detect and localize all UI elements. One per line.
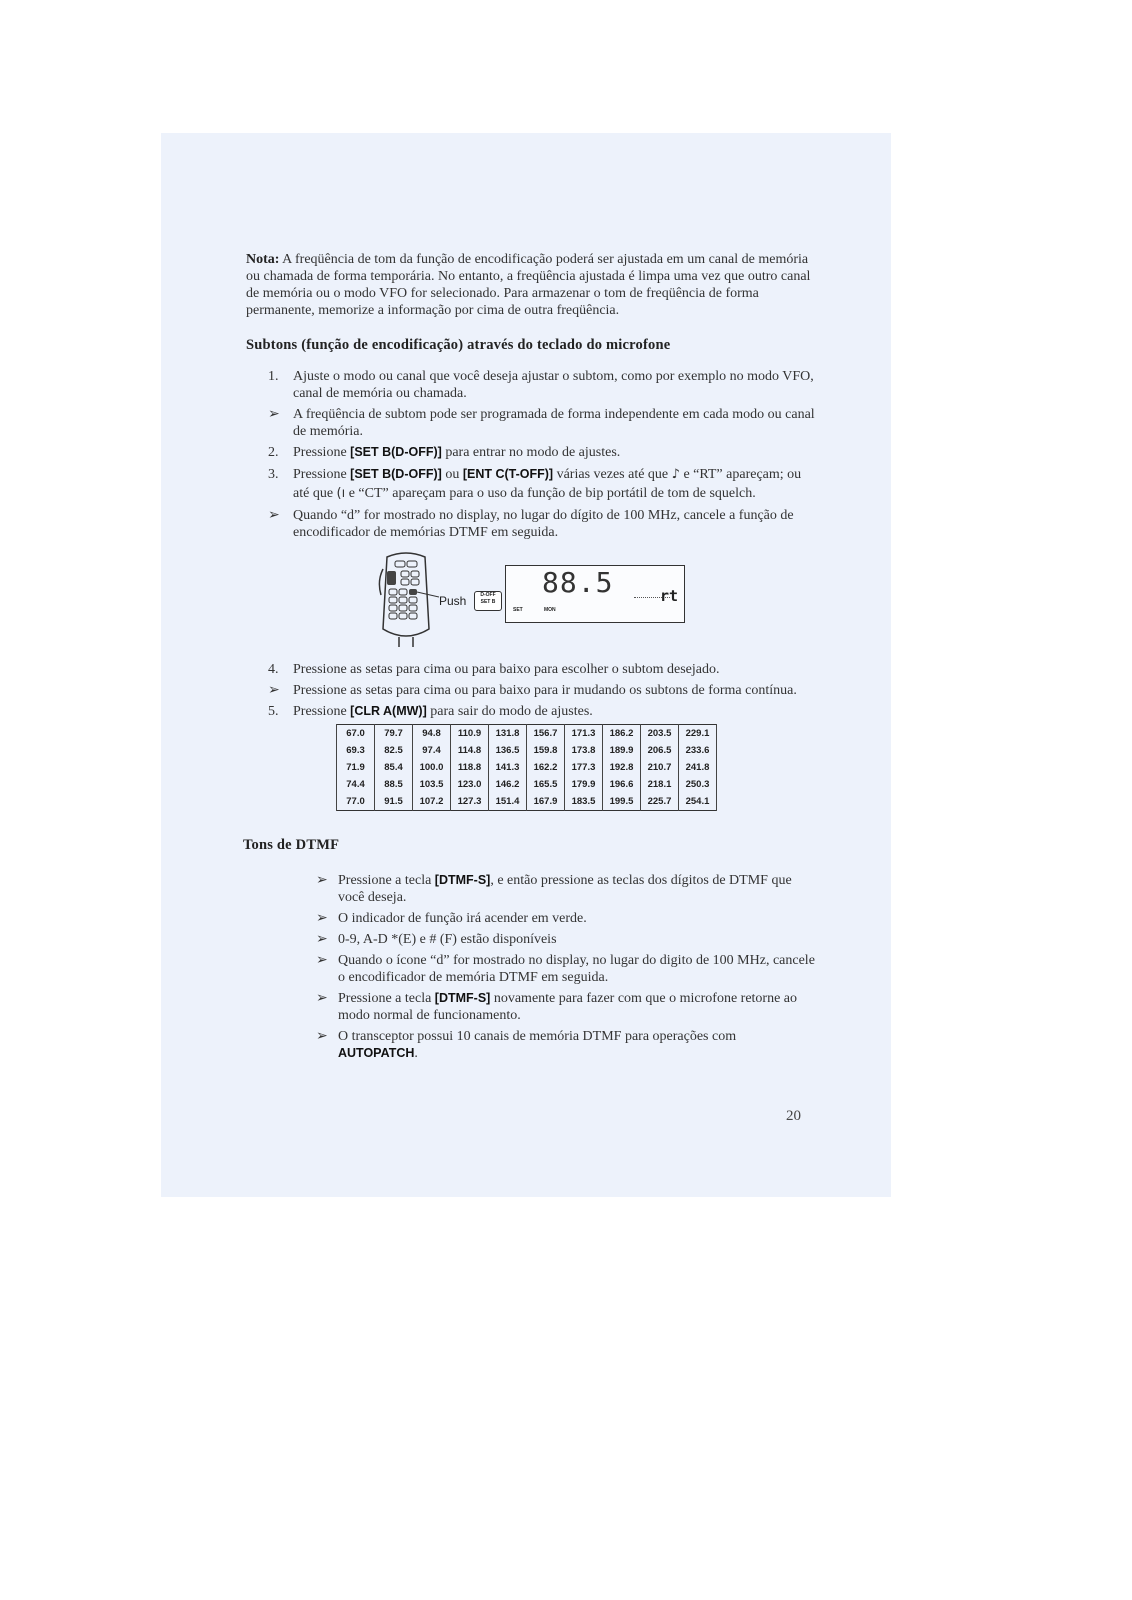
lcd-mon-label: MON — [544, 607, 556, 613]
table-cell: 85.4 — [375, 759, 413, 776]
table-cell: 250.3 — [679, 776, 717, 793]
dtmf-list — [246, 872, 816, 1062]
page-number: 20 — [786, 1108, 801, 1124]
key-label: [DTMF-S] — [434, 991, 491, 1005]
key-label: AUTOPATCH — [338, 1046, 415, 1060]
table-cell: 159.8 — [527, 742, 565, 759]
section-title-dtmf: Tons de DTMF — [243, 837, 340, 853]
lcd-digits: 88.5 — [542, 566, 614, 599]
push-label: Push — [439, 594, 467, 608]
bullet-arrow-icon: ➢ — [268, 508, 280, 523]
list-item-text: várias vezes até que — [556, 467, 669, 482]
bullet-arrow-icon: ➢ — [316, 911, 328, 926]
table-cell: 136.5 — [489, 742, 527, 759]
key-bottom-label: SET B — [480, 599, 496, 605]
list-item — [246, 406, 816, 440]
list-item — [246, 990, 816, 1024]
list-item-text: para entrar no modo de ajustes. — [445, 445, 621, 460]
table-cell: 141.3 — [489, 759, 527, 776]
table-cell: 233.6 — [679, 742, 717, 759]
table-cell: 206.5 — [641, 742, 679, 759]
table-row — [337, 776, 717, 793]
page-content — [243, 251, 816, 1066]
table-cell: 225.7 — [641, 793, 679, 811]
table-cell: 88.5 — [375, 776, 413, 793]
table-cell: 151.4 — [489, 793, 527, 811]
bullet-arrow-icon: ➢ — [316, 932, 328, 947]
table-cell: 114.8 — [451, 742, 489, 759]
table-cell: 192.8 — [603, 759, 641, 776]
list-item — [246, 910, 816, 927]
table-body — [337, 725, 717, 811]
lcd-rt-indicator: rt — [659, 587, 678, 605]
bullet-arrow-icon: ➢ — [316, 953, 328, 968]
list-marker: 5. — [268, 704, 279, 719]
table-cell: 74.4 — [337, 776, 375, 793]
table-cell: 79.7 — [375, 725, 413, 743]
list-item-text: Pressione — [293, 467, 347, 482]
list-item-text: O indicador de função irá acender em verde. — [338, 911, 587, 926]
list-item-text: O transceptor possui 10 canais de memória DTMF para operações com — [338, 1029, 737, 1044]
table-cell: 97.4 — [413, 742, 451, 759]
key-label: [SET B(D-OFF)] — [350, 467, 442, 481]
table-cell: 123.0 — [451, 776, 489, 793]
list-item — [246, 368, 816, 402]
list-item-text: ou — [445, 467, 460, 482]
table-cell: 131.8 — [489, 725, 527, 743]
list-item-text: A freqüência de subtom pode ser programada de forma independente em cada modo ou canal de memória. — [293, 407, 815, 439]
key-label: [ENT C(T-OFF)] — [462, 467, 554, 481]
list-marker: 3. — [268, 467, 279, 482]
microphone-display-figure — [373, 551, 683, 651]
bullet-arrow-icon: ➢ — [316, 991, 328, 1006]
lcd-set-label: SET — [513, 607, 523, 613]
lcd-display — [505, 565, 685, 623]
table-cell: 107.2 — [413, 793, 451, 811]
subtons-list — [246, 368, 816, 541]
table-cell: 186.2 — [603, 725, 641, 743]
list-item-text: Ajuste o modo ou canal que você deseja ajustar o subtom, como por exemplo no modo VFO, canal de memória ou chamada. — [293, 369, 814, 401]
table-cell: 146.2 — [489, 776, 527, 793]
list-item-text: e “RT” apareçam; ou até que — [293, 467, 802, 501]
key-label: [SET B(D-OFF)] — [350, 445, 442, 459]
table-cell: 167.9 — [527, 793, 565, 811]
table-cell: 229.1 — [679, 725, 717, 743]
table-cell: 103.5 — [413, 776, 451, 793]
list-item-text: para sair do modo de ajustes. — [430, 704, 593, 719]
list-item — [246, 703, 816, 720]
list-item-text: novamente para fazer com que o microfone retorne ao modo normal de funcionamento. — [338, 991, 798, 1023]
table-row — [337, 742, 717, 759]
list-item-text: 0-9, A-D *(E) e # (F) estão disponíveis — [338, 932, 557, 947]
list-marker: 1. — [268, 369, 279, 384]
set-b-key-icon — [474, 591, 502, 611]
microphone-icon — [373, 551, 439, 651]
table-cell: 91.5 — [375, 793, 413, 811]
list-item-text: Pressione — [293, 445, 347, 460]
table-cell: 156.7 — [527, 725, 565, 743]
table-cell: 241.8 — [679, 759, 717, 776]
list-item — [246, 931, 816, 948]
note-paragraph — [246, 251, 816, 319]
table-cell: 179.9 — [565, 776, 603, 793]
list-item — [246, 507, 816, 541]
table-cell: 100.0 — [413, 759, 451, 776]
table-cell: 71.9 — [337, 759, 375, 776]
document-page — [161, 133, 891, 1197]
table-row — [337, 759, 717, 776]
table-cell: 183.5 — [565, 793, 603, 811]
list-item-text: Pressione as setas para cima ou para baixo para ir mudando os subtons de forma contínua. — [293, 683, 797, 698]
list-item — [246, 465, 816, 503]
table-cell: 165.5 — [527, 776, 565, 793]
note-label: Nota: — [246, 252, 280, 267]
subtone-frequency-table — [336, 724, 717, 811]
list-item-text: Pressione a tecla — [338, 991, 432, 1006]
key-label: [CLR A(MW)] — [350, 704, 427, 718]
list-item — [246, 444, 816, 461]
table-cell: 254.1 — [679, 793, 717, 811]
bell-note-icon: ♪ — [671, 467, 680, 482]
bullet-arrow-icon: ➢ — [268, 683, 280, 698]
table-cell: 199.5 — [603, 793, 641, 811]
list-marker: 2. — [268, 445, 279, 460]
table-cell: 173.8 — [565, 742, 603, 759]
table-cell: 118.8 — [451, 759, 489, 776]
key-top-label: D-OFF — [480, 592, 496, 598]
table-cell: 189.9 — [603, 742, 641, 759]
key-label: [DTMF-S] — [434, 873, 491, 887]
list-item — [246, 872, 816, 906]
table-cell: 69.3 — [337, 742, 375, 759]
list-item-text: e “CT” apareçam para o uso da função de bip portátil de tom de squelch. — [348, 486, 756, 501]
table-cell: 218.1 — [641, 776, 679, 793]
list-item-text: . — [414, 1046, 418, 1061]
table-cell: 196.6 — [603, 776, 641, 793]
list-marker: 4. — [268, 662, 279, 677]
bullet-arrow-icon: ➢ — [268, 407, 280, 422]
list-item — [246, 1028, 816, 1062]
list-item — [246, 682, 816, 699]
list-item-text: Quando “d” for mostrado no display, no lugar do dígito de 100 MHz, cancele a função de encodificador de memórias DTMF em seguida. — [293, 508, 794, 540]
table-cell: 82.5 — [375, 742, 413, 759]
table-cell: 77.0 — [337, 793, 375, 811]
table-cell: 171.3 — [565, 725, 603, 743]
list-item — [246, 952, 816, 986]
list-item-text: Pressione as setas para cima ou para baixo para escolher o subtom desejado. — [293, 662, 720, 677]
subtons-list-continued — [246, 661, 816, 720]
list-item-text: , e então pressione as teclas dos dígitos de DTMF que você deseja. — [338, 873, 792, 905]
section-title-subtons: Subtons (função de encodificação) através do teclado do microfone — [246, 337, 671, 353]
list-item — [246, 661, 816, 678]
table-cell: 162.2 — [527, 759, 565, 776]
table-cell: 67.0 — [337, 725, 375, 743]
list-item-text: Pressione a tecla — [338, 873, 432, 888]
table-cell: 177.3 — [565, 759, 603, 776]
table-row — [337, 725, 717, 743]
bullet-arrow-icon: ➢ — [316, 1029, 328, 1044]
table-cell: 203.5 — [641, 725, 679, 743]
note-text: A freqüência de tom da função de encodificação poderá ser ajustada em um canal de memória ou chamada de forma temporária. No entanto, a freqüência ajustada é limpa uma vez que outro canal de memória ou o modo VFO for selecionado. Para armazenar o tom de freqüência de forma permanente, memorize a informação por cima de outra freqüência. — [246, 252, 811, 318]
table-cell: 127.3 — [451, 793, 489, 811]
table-cell: 110.9 — [451, 725, 489, 743]
table-cell: 210.7 — [641, 759, 679, 776]
bullet-arrow-icon: ➢ — [316, 873, 328, 888]
list-item-text: Pressione — [293, 704, 347, 719]
table-cell: 94.8 — [413, 725, 451, 743]
table-row — [337, 793, 717, 811]
list-item-text: Quando o ícone “d” for mostrado no display, no lugar do digito de 100 MHz, cancele o encodificador de memória DTMF em seguida. — [338, 953, 815, 985]
beep-icon: (ı — [336, 486, 346, 501]
